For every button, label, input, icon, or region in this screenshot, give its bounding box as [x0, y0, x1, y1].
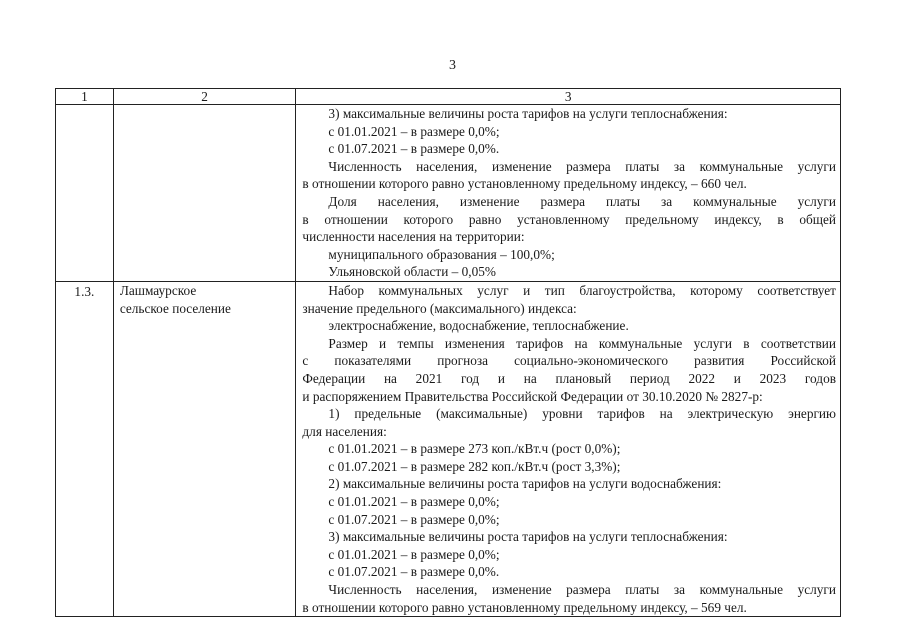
content-line: Федерации на 2021 год и на плановый период 2022 и 2023 годов: [302, 370, 836, 386]
content-line: с 01.07.2021 – в размере 0,0%.: [328, 564, 500, 580]
content-line: в отношении которого равно установленному предельному индексу, – 660 чел.: [302, 176, 747, 192]
content-line: Численность населения, изменение размера платы за коммунальные услуги: [328, 158, 836, 174]
table-header-row: [56, 89, 841, 105]
settlement-name-line: сельское поселение: [119, 300, 231, 316]
content-line: с показателями прогноза социально-экономического развития Российской: [302, 353, 836, 369]
content-line: в отношении которого равно установленному предельному индексу, – 569 чел.: [302, 599, 747, 615]
settlement-name-cell: [113, 281, 296, 616]
content-line: электроснабжение, водоснабжение, теплоснабжение.: [328, 318, 629, 334]
content-line: 3) максимальные величины роста тарифов на услуги теплоснабжения:: [328, 106, 728, 121]
content-line: Набор коммунальных услуг и тип благоустройства, которому соответствует: [328, 282, 836, 298]
content-line: и распоряжением Правительства Российской Федерации от 30.10.2020 № 2827-р:: [302, 388, 763, 404]
content-line: с 01.01.2021 – в размере 0,0%;: [328, 123, 500, 139]
settlement-name-line: Лашмаурское: [119, 282, 197, 298]
content-line: численности населения на территории:: [302, 229, 525, 245]
content-line: в отношении которого равно установленному предельному индексу, в общей: [302, 211, 836, 227]
settlement-name-cell: [113, 105, 296, 282]
table-row: [56, 105, 841, 282]
content-line: с 01.07.2021 – в размере 282 коп./кВт.ч (рост 3,3%);: [328, 458, 621, 474]
content-line: Доля населения, изменение размера платы за коммунальные услуги: [328, 193, 836, 209]
content-line: Численность населения, изменение размера платы за коммунальные услуги: [328, 582, 836, 598]
tariff-table: [55, 88, 841, 617]
column-header-3: 3: [296, 89, 841, 105]
content-line: с 01.01.2021 – в размере 273 коп./кВт.ч (рост 0,0%);: [328, 441, 621, 457]
column-header-1: 1: [56, 89, 114, 105]
content-line: значение предельного (максимального) индекса:: [302, 300, 577, 316]
content-line: муниципального образования – 100,0%;: [328, 246, 555, 262]
content-line: 1) предельные (максимальные) уровни тарифов на электрическую энергию: [328, 406, 836, 422]
tariff-content-cell: [296, 281, 841, 616]
content-line: 2) максимальные величины роста тарифов на услуги водоснабжения:: [328, 476, 722, 492]
content-line: 3) максимальные величины роста тарифов на услуги теплоснабжения:: [328, 529, 728, 545]
content-line: с 01.01.2021 – в размере 0,0%;: [328, 494, 500, 510]
column-header-2: 2: [113, 89, 296, 105]
row-number: 1.3.: [56, 281, 114, 616]
content-line: Ульяновской области – 0,05%: [328, 264, 496, 280]
page-number: 3: [449, 58, 456, 73]
tariff-content-cell: [296, 105, 841, 282]
content-line: для населения:: [302, 423, 387, 439]
row-number: [56, 105, 114, 282]
content-line: с 01.07.2021 – в размере 0,0%;: [328, 511, 500, 527]
content-line: с 01.01.2021 – в размере 0,0%;: [328, 546, 500, 562]
content-line: с 01.07.2021 – в размере 0,0%.: [328, 141, 500, 157]
content-line: Размер и темпы изменения тарифов на коммунальные услуги в соответствии: [328, 335, 836, 351]
table-row: [56, 281, 841, 616]
